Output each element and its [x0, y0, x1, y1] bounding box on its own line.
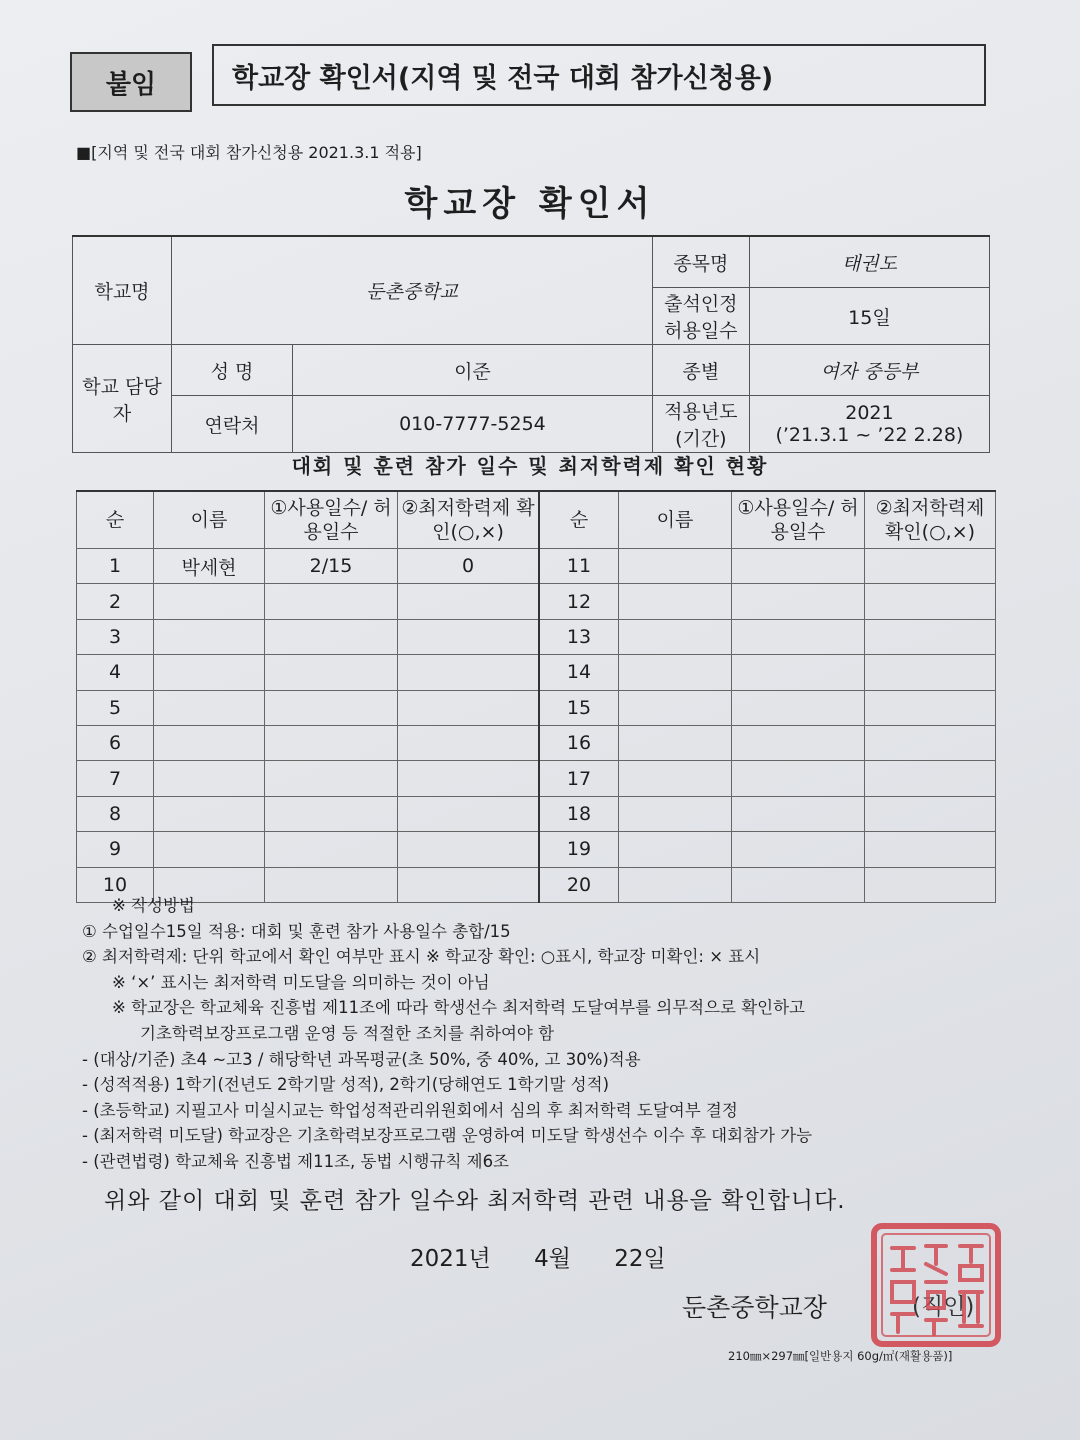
cell-no: 6 — [77, 725, 154, 760]
instruction-line: - (대상/기준) 초4 ~고3 / 해당학년 과목평균(초 50%, 중 40%, 고 30%)적용 — [82, 1049, 641, 1069]
instruction-line: ② 최저학력제: 단위 학교에서 확인 여부만 표시 ※ 학교장 확인: ○표시, 학교장 미확인: × 표시 — [82, 947, 761, 967]
cell-check — [398, 584, 540, 619]
cell-no: 18 — [539, 796, 619, 831]
table-row — [77, 725, 996, 760]
cell-days — [732, 725, 865, 760]
col-check-left: ②최저학력제 확인(○,×) — [398, 491, 540, 549]
instruction-line: - (최저학력 미도달) 학교장은 기초학력보장프로그램 운영하여 미도달 학생선수 이수 후 대회참가 가능 — [82, 1126, 813, 1146]
cell-days — [732, 796, 865, 831]
seal-label: (직인) — [912, 1294, 975, 1320]
cell-days — [732, 832, 865, 867]
cell-no: 17 — [539, 761, 619, 796]
cell-name — [619, 761, 732, 796]
cell-check — [398, 761, 540, 796]
instructions-heading: ※ 작성방법 — [112, 896, 195, 915]
instructions — [82, 893, 1012, 1175]
cell-days — [732, 549, 865, 584]
cell-days — [732, 761, 865, 796]
days-label: 출석인정 허용일수 — [652, 288, 749, 345]
year-cell — [749, 396, 989, 453]
cell-check — [398, 796, 540, 831]
attachment-badge: 붙임 — [70, 52, 192, 112]
cell-check — [865, 832, 996, 867]
year-period: (’21.3.1 ~ ’22 2.28) — [775, 424, 964, 446]
cell-no: 19 — [539, 832, 619, 867]
instruction-line: ※ 학교장은 학교체육 진흥법 제11조에 따라 학생선수 최저학력 도달여부를 의무적으로 확인하고 — [112, 998, 805, 1018]
col-name-right: 이름 — [619, 491, 732, 549]
roster-title: 대회 및 훈련 참가 일수 및 최저학력제 확인 현황 — [291, 454, 769, 478]
cell-check — [398, 619, 540, 654]
instruction-line: - (성적적용) 1학기(전년도 2학기말 성적), 2학기(당해연도 1학기말 성적) — [82, 1075, 610, 1095]
cell-check — [865, 725, 996, 760]
date-year: 2021년 — [410, 1246, 491, 1272]
cell-name — [619, 549, 732, 584]
contact-value: 010-7777-5254 — [293, 396, 653, 453]
cell-name — [154, 761, 265, 796]
cell-no: 16 — [539, 725, 619, 760]
division-value: 여자 중등부 — [749, 345, 989, 396]
cell-check: 0 — [398, 549, 540, 584]
contact-label: 연락처 — [172, 396, 293, 453]
principal-signature: 둔촌중학교장 — [682, 1293, 827, 1322]
table-row — [77, 796, 996, 831]
cell-no: 7 — [77, 761, 154, 796]
cell-check — [865, 619, 996, 654]
cell-check — [865, 796, 996, 831]
confirmation-statement: 위와 같이 대회 및 훈련 참가 일수와 최저학력 관련 내용을 확인합니다. — [104, 1188, 846, 1214]
cell-check — [398, 725, 540, 760]
cell-days — [265, 796, 398, 831]
col-number-right: 순 — [539, 491, 619, 549]
cell-no: 13 — [539, 619, 619, 654]
col-number-left: 순 — [77, 491, 154, 549]
cell-name — [619, 796, 732, 831]
table-row — [77, 761, 996, 796]
cell-days — [732, 690, 865, 725]
cell-no: 12 — [539, 584, 619, 619]
cell-no: 14 — [539, 655, 619, 690]
instruction-line: ① 수업일수15일 적용: 대회 및 훈련 참가 사용일수 총합/15 — [82, 921, 511, 941]
col-check-right: ②최저학력제 확인(○,×) — [865, 491, 996, 549]
cell-days — [265, 619, 398, 654]
main-title: 학교장 확인서 — [404, 184, 656, 224]
school-label: 학교명 — [73, 236, 172, 345]
cell-days — [732, 584, 865, 619]
issue-date — [410, 1240, 702, 1273]
cell-check — [865, 761, 996, 796]
cell-name — [619, 655, 732, 690]
cell-no: 5 — [77, 690, 154, 725]
year-value: 2021 — [845, 402, 894, 424]
roster-header-row — [77, 491, 996, 549]
cell-no: 3 — [77, 619, 154, 654]
cell-days — [265, 584, 398, 619]
name-value: 이준 — [293, 345, 653, 396]
table-row — [77, 655, 996, 690]
table-row — [77, 549, 996, 584]
cell-name — [619, 584, 732, 619]
cell-no: 8 — [77, 796, 154, 831]
cell-days: 2/15 — [265, 549, 398, 584]
cell-days — [265, 832, 398, 867]
instruction-line: ※ ‘×’ 표시는 최저학력 미도달을 의미하는 것이 아님 — [112, 972, 490, 992]
division-label: 종별 — [652, 345, 749, 396]
cell-no: 2 — [77, 584, 154, 619]
application-notice: ■[지역 및 전국 대회 참가신청용 2021.3.1 적용] — [76, 143, 422, 162]
cell-no: 10 — [77, 867, 154, 902]
cell-no: 9 — [77, 832, 154, 867]
cell-no: 1 — [77, 549, 154, 584]
sport-label: 종목명 — [652, 236, 749, 288]
table-row — [77, 832, 996, 867]
cell-days — [265, 725, 398, 760]
table-row — [77, 584, 996, 619]
days-value: 15일 — [749, 288, 989, 345]
cell-no: 4 — [77, 655, 154, 690]
cell-check — [398, 655, 540, 690]
cell-name — [154, 655, 265, 690]
cell-no: 11 — [539, 549, 619, 584]
cell-no: 15 — [539, 690, 619, 725]
cell-name — [154, 619, 265, 654]
col-name-left: 이름 — [154, 491, 265, 549]
cell-check — [865, 655, 996, 690]
cell-days — [265, 761, 398, 796]
roster-table — [76, 490, 996, 903]
cell-no: 20 — [539, 867, 619, 902]
cell-name: 박세현 — [154, 549, 265, 584]
instruction-line: 기초학력보장프로그램 운영 등 적절한 조치를 취하여야 함 — [140, 1023, 555, 1043]
roster-body — [77, 549, 996, 903]
col-days-right: ①사용일수/ 허용일수 — [732, 491, 865, 549]
col-days-left: ①사용일수/ 허용일수 — [265, 491, 398, 549]
sport-value: 태권도 — [749, 236, 989, 288]
cell-name — [619, 690, 732, 725]
header-bar — [70, 44, 990, 110]
instruction-line: - (초등학교) 지필고사 미실시교는 학업성적관리위원회에서 심의 후 최저학력 도달여부 결정 — [82, 1100, 738, 1120]
cell-days — [265, 655, 398, 690]
cell-days — [732, 619, 865, 654]
date-day: 22일 — [614, 1246, 666, 1272]
school-info-table — [72, 235, 990, 453]
paper-spec: 210㎜×297㎜[일반용지 60g/㎡(재활용품)] — [728, 1349, 953, 1363]
official-seal-icon — [868, 1220, 1004, 1350]
table-row — [77, 619, 996, 654]
cell-name — [619, 832, 732, 867]
document-title: 학교장 확인서(지역 및 전국 대회 참가신청용) — [212, 44, 986, 106]
cell-days — [732, 655, 865, 690]
cell-name — [154, 832, 265, 867]
cell-check — [398, 690, 540, 725]
year-label: 적용년도 (기간) — [652, 396, 749, 453]
manager-label: 학교 담당자 — [73, 345, 172, 453]
cell-name — [154, 584, 265, 619]
cell-name — [154, 796, 265, 831]
cell-name — [154, 725, 265, 760]
cell-check — [865, 549, 996, 584]
cell-name — [619, 619, 732, 654]
instruction-line: - (관련법령) 학교체육 진흥법 제11조, 동법 시행규칙 제6조 — [82, 1151, 509, 1171]
cell-check — [865, 690, 996, 725]
table-row — [77, 690, 996, 725]
cell-check — [398, 832, 540, 867]
school-value: 둔촌중학교 — [172, 236, 653, 345]
cell-check — [865, 584, 996, 619]
cell-name — [619, 725, 732, 760]
cell-days — [265, 690, 398, 725]
date-month: 4월 — [534, 1246, 571, 1272]
cell-name — [154, 690, 265, 725]
name-label: 성 명 — [172, 345, 293, 396]
